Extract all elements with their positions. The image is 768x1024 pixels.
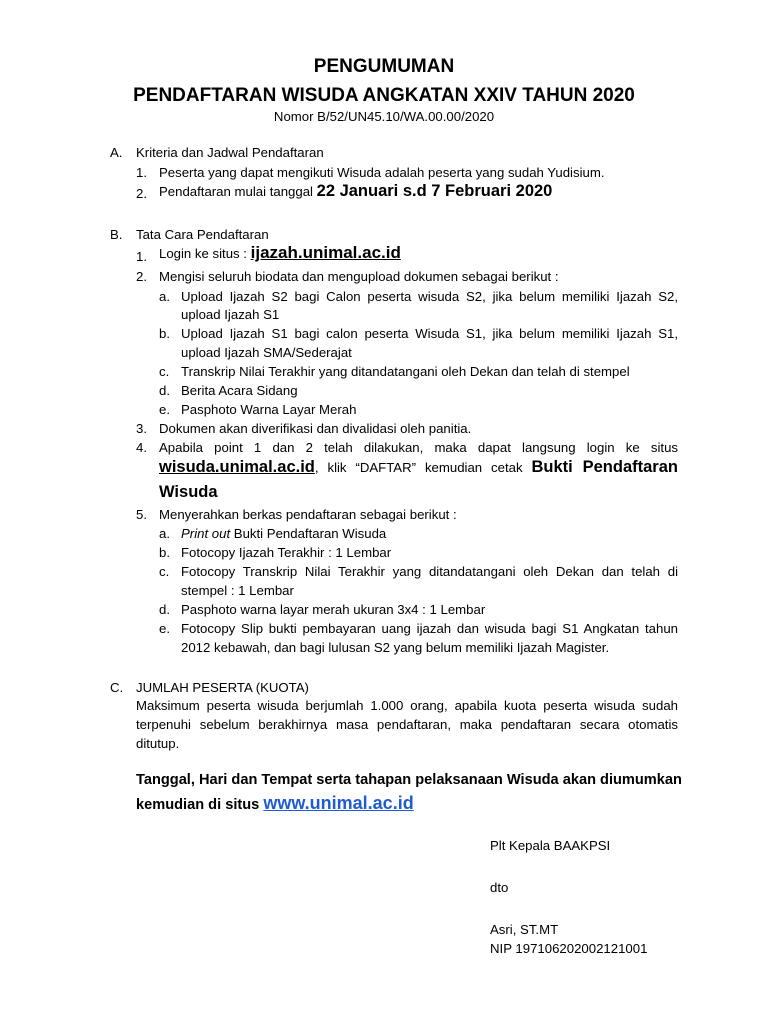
sub-list-item-text: Bukti Pendaftaran Wisuda [230,526,387,541]
section-c-marker: C. [110,680,124,695]
paragraph-line: ditutup. [136,736,180,751]
sub-list-marker: b. [159,545,170,560]
section-a-marker: A. [110,145,123,160]
registration-date: 22 Januari s.d 7 Februari 2020 [316,182,553,200]
list-marker: 1. [136,249,147,264]
sub-list-marker: e. [159,621,170,636]
list-item-text: Apabila point 1 dan 2 telah dilakukan, maka dapat langsung login ke situs [159,440,678,455]
bold-text: Bukti Pendaftaran [531,458,678,476]
sub-list-item-text: stempel : 1 Lembar [181,583,294,598]
sub-list-marker: c. [159,364,170,379]
list-marker: 5. [136,507,147,522]
list-marker: 2. [136,269,147,284]
paragraph-line: terpenuhi sebelum berakhirnya masa pendaftaran, maka pendaftaran secara otomatis [136,717,678,732]
list-item-text: Peserta yang dapat mengikuti Wisuda adalah peserta yang sudah Yudisium. [159,165,605,180]
sub-list-marker: b. [159,326,170,341]
document-subtitle: PENDAFTARAN WISUDA ANGKATAN XXIV TAHUN 2020 [133,85,635,106]
sub-list-item-text: Upload Ijazah S1 bagi calon peserta Wisuda S1, jika belum memiliki Ijazah S1, [181,326,678,341]
sub-list-item-text: upload Ijazah S1 [181,307,280,322]
list-item-text: Mengisi seluruh biodata dan mengupload dokumen sebagai berikut : [159,269,559,284]
list-item-text: Login ke situs : [159,246,251,261]
list-item-text: Pendaftaran mulai tanggal [159,184,317,199]
list-item-text: Menyerahkan berkas pendaftaran sebagai berikut : [159,507,457,522]
signature-dto: dto [490,880,509,895]
sub-list-item-text: upload Ijazah SMA/Sederajat [181,345,352,360]
sub-list-item-text: Fotocopy Transkrip Nilai Terakhir yang ditandatangani oleh Dekan dan telah di [181,564,678,579]
sub-list-item-text: Transkrip Nilai Terakhir yang ditandatangani oleh Dekan dan telah di stempel [181,364,630,379]
sub-list-marker: e. [159,402,170,417]
closing-link-line [136,794,414,815]
sub-list-marker: a. [159,526,170,541]
document-number: Nomor B/52/UN45.10/WA.00.00/2020 [273,109,495,124]
signatory-name: Asri, ST.MT [490,922,559,937]
sub-list-item-text: Fotocopy Ijazah Terakhir : 1 Lembar [181,545,392,560]
sub-list-marker: d. [159,602,170,617]
list-marker: 3. [136,421,147,436]
list-marker: 1. [136,165,147,180]
document-title: PENGUMUMAN [313,56,455,77]
sub-list-item-text: Pasphoto warna layar merah ukuran 3x4 : 1 Lembar [181,602,486,617]
list-marker: 2. [136,186,147,201]
sub-list-item-text: 2012 kebawah, dan bagi lulusan S2 yang belum memiliki Ijazah Magister. [181,640,610,655]
sub-list-marker: c. [159,564,170,579]
paragraph-line: Maksimum peserta wisuda berjumlah 1.000 orang, apabila kuota peserta wisuda sudah [136,698,678,713]
section-b-marker: B. [110,227,123,242]
unimal-site-link[interactable]: www.unimal.ac.id [263,793,414,813]
section-a-heading: Kriteria dan Jadwal Pendaftaran [136,145,324,160]
ijazah-site-link[interactable]: ijazah.unimal.ac.id [250,243,401,262]
section-c-heading: JUMLAH PESERTA (KUOTA) [136,680,309,695]
sub-list-marker: a. [159,289,170,304]
list-marker: 4. [136,440,147,455]
list-item-wisuda-line [159,458,678,478]
list-item-text: , klik “DAFTAR” kemudian cetak [314,460,532,475]
sub-list-item-text: Upload Ijazah S2 bagi Calon peserta wisuda S2, jika belum memiliki Ijazah S2, [181,289,678,304]
sub-list-marker: d. [159,383,170,398]
signatory-position: Plt Kepala BAAKPSI [490,838,611,853]
list-item-text: Dokumen akan diverifikasi dan divalidasi oleh panitia. [159,421,472,436]
signatory-nip: NIP 197106202002121001 [490,941,648,956]
sub-list-item-printout [181,525,386,544]
section-b-heading: Tata Cara Pendaftaran [136,227,269,242]
italic-text: Print out [181,526,231,541]
bold-text: Wisuda [159,483,218,501]
wisuda-site-link[interactable]: wisuda.unimal.ac.id [159,458,315,476]
list-item-registration-date [159,182,552,202]
sub-list-item-text: Fotocopy Slip bukti pembayaran uang ijazah dan wisuda bagi S1 Angkatan tahun [181,621,678,636]
sub-list-item-text: Pasphoto Warna Layar Merah [181,402,357,417]
list-item-login [159,244,401,264]
closing-line: Tanggal, Hari dan Tempat serta tahapan pelaksanaan Wisuda akan diumumkan [136,772,682,788]
sub-list-item-text: Berita Acara Sidang [181,383,298,398]
closing-line: kemudian di situs [136,797,264,813]
